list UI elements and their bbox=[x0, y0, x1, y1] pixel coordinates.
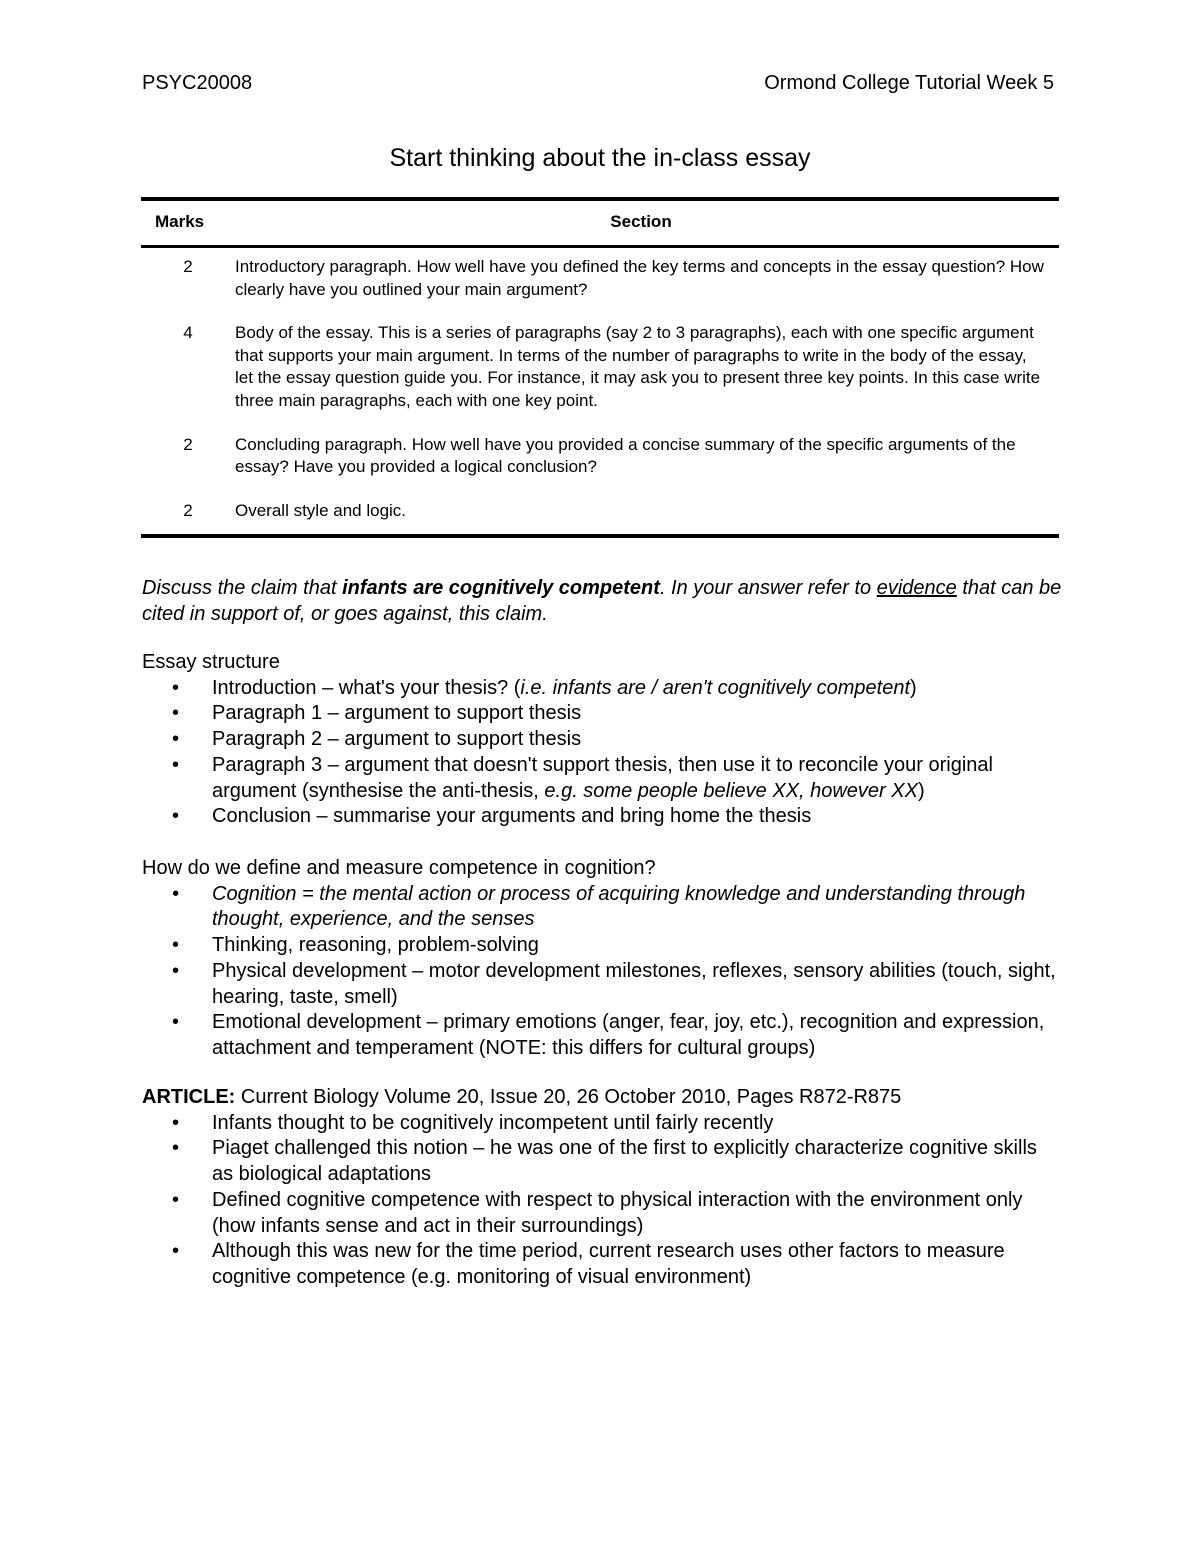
table-body bbox=[141, 248, 1059, 534]
list-item: • Infants thought to be cognitively incompetent until fairly recently bbox=[142, 1111, 1062, 1137]
list-item: • Paragraph 1 – argument to support thesis bbox=[142, 701, 1062, 727]
p3-close: ) bbox=[917, 779, 925, 802]
prompt-text-3: that can be cited in support of, or goes against, this claim. bbox=[142, 577, 1062, 625]
list-item: • Cognition = the mental action or process of acquiring knowledge and understanding through thought, experience, and the senses bbox=[142, 882, 1062, 933]
row-section: Introductory paragraph. How well have you defined the key terms and concepts in the essay question? How clearly have you outlined your main argument? bbox=[235, 257, 1044, 299]
page-title: Start thinking about the in-class essay bbox=[389, 144, 811, 172]
header-tutorial-label: Ormond College Tutorial Week 5 bbox=[764, 72, 1054, 94]
intro-close: ) bbox=[910, 676, 917, 699]
essay-prompt bbox=[142, 576, 1062, 627]
intro-text: Introduction – what's your thesis? ( bbox=[212, 676, 521, 699]
list-item bbox=[142, 753, 1062, 804]
competence-section bbox=[142, 856, 1062, 1062]
list-item: • Emotional development – primary emotions (anger, fear, joy, etc.), recognition and expression, attachment and temperament (NOTE: this differs for cultural groups) bbox=[142, 1010, 1062, 1061]
table-row bbox=[141, 500, 1059, 523]
article-section bbox=[142, 1085, 1062, 1291]
list-item: • Conclusion – summarise your arguments and bring home the thesis bbox=[142, 804, 1062, 830]
article-heading bbox=[142, 1085, 1062, 1111]
prompt-evidence: evidence bbox=[876, 577, 957, 599]
row-section: Concluding paragraph. How well have you provided a concise summary of the specific arguments of the essay? Have you provided a logical conclusion? bbox=[235, 434, 1016, 477]
list-item: • Piaget challenged this notion – he was one of the first to explicitly characterize cognitive skills as biological adaptations bbox=[142, 1136, 1062, 1187]
article-citation: Current Biology Volume 20, Issue 20, 26 October 2010, Pages R872-R875 bbox=[235, 1086, 902, 1108]
column-header-section: Section bbox=[610, 212, 672, 231]
column-header-marks: Marks bbox=[155, 212, 205, 231]
list-item bbox=[142, 676, 1062, 702]
row-marks: 2 bbox=[183, 500, 193, 520]
p3-text: Paragraph 3 – argument that doesn't support thesis, then use it to reconcile your original argument (synthesise the anti-thesis, bbox=[212, 753, 993, 802]
list-item: • Thinking, reasoning, problem-solving bbox=[142, 933, 1062, 959]
row-marks: 2 bbox=[183, 434, 193, 454]
row-marks: 4 bbox=[183, 323, 193, 343]
prompt-claim: infants are cognitively competent bbox=[342, 577, 660, 599]
table-header bbox=[141, 201, 1059, 245]
competence-heading: How do we define and measure competence in cognition? bbox=[142, 857, 656, 879]
marks-table bbox=[141, 197, 1059, 538]
list-item: • Defined cognitive competence with respect to physical interaction with the environment only (how infants sense and act in their surroundings) bbox=[142, 1188, 1062, 1239]
essay-structure-heading: Essay structure bbox=[142, 651, 280, 673]
course-code: PSYC20008 bbox=[142, 72, 253, 94]
article-label: ARTICLE: bbox=[142, 1086, 236, 1108]
row-section: Body of the essay. This is a series of paragraphs (say 2 to 3 paragraphs), each with one specific argument that supports your main argument. In terms of the number of paragraphs to write in the body of the essay, let the essay question guide you. For instance, it may ask you to present three key points. In this case write three main paragraphs, each with one key point. bbox=[235, 323, 1041, 410]
essay-structure-list bbox=[142, 676, 1062, 830]
table-bottom-rule bbox=[141, 534, 1059, 538]
table-row bbox=[141, 434, 1059, 479]
table-row bbox=[141, 322, 1059, 412]
article-list bbox=[142, 1111, 1062, 1291]
row-section: Overall style and logic. bbox=[235, 500, 407, 520]
intro-italic: i.e. infants are / aren't cognitively competent bbox=[520, 676, 911, 699]
list-item: • Although this was new for the time period, current research uses other factors to measure cognitive competence (e.g. monitoring of visual environment) bbox=[142, 1239, 1062, 1290]
competence-list bbox=[142, 882, 1062, 1062]
list-item: • Paragraph 2 – argument to support thesis bbox=[142, 727, 1062, 753]
essay-structure-section bbox=[142, 650, 1062, 830]
list-item: • Physical development – motor development milestones, reflexes, sensory abilities (touch, sight, hearing, taste, smell) bbox=[142, 959, 1062, 1010]
p3-italic: e.g. some people believe XX, however XX bbox=[544, 779, 918, 802]
prompt-text-2: . In your answer refer to bbox=[659, 577, 877, 599]
table-row bbox=[141, 256, 1059, 301]
prompt-text-1: Discuss the claim that bbox=[142, 577, 343, 599]
row-marks: 2 bbox=[183, 257, 193, 276]
